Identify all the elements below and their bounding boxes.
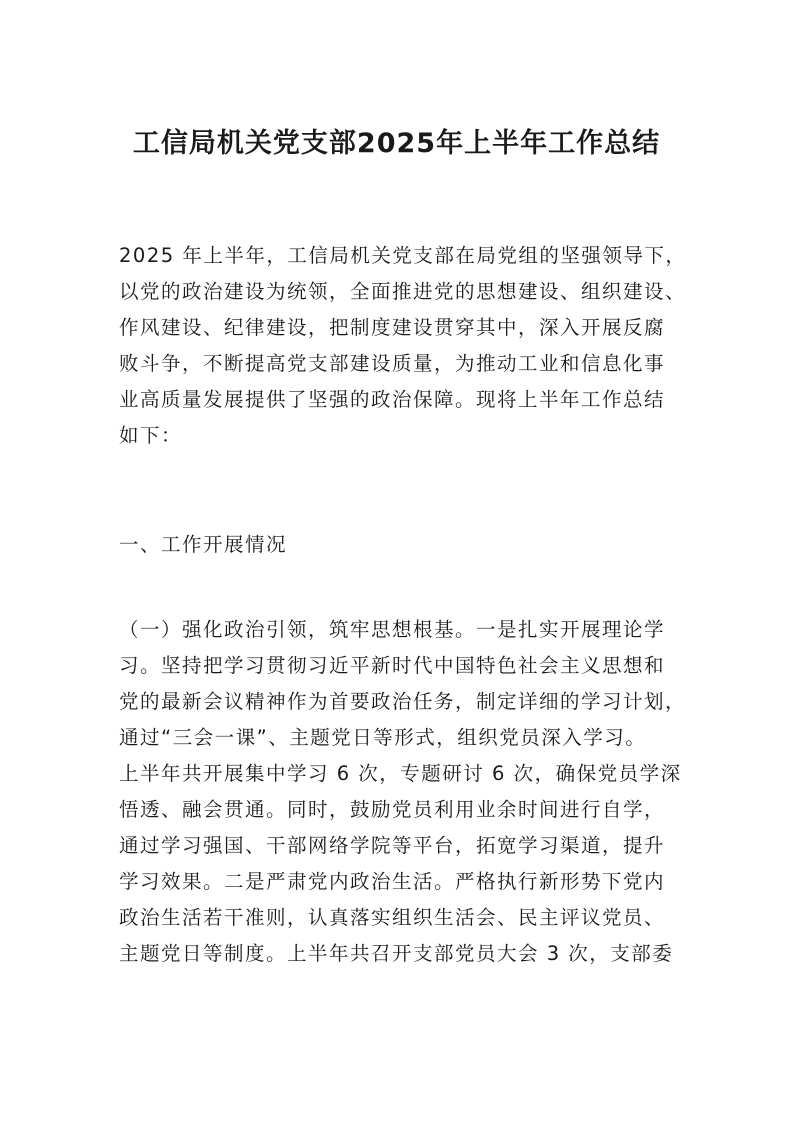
paragraph-line: 以党的政治建设为统领，全面推进党的思想建设、组织建设、 [119, 280, 687, 303]
paragraph-line: 2025 年上半年，工信局机关党支部在局党组的坚强领导下， [119, 244, 687, 267]
paragraph-line: 如下： [119, 424, 183, 447]
paragraph-line: 业高质量发展提供了坚强的政治保障。现将上半年工作总结 [119, 388, 666, 411]
paragraph-line: 学习效果。二是严肃党内政治生活。严格执行新形势下党内 [119, 870, 666, 893]
paragraph-line: 通过学习强国、干部网络学院等平台，拓宽学习渠道，提升 [119, 834, 666, 857]
paragraph-line: 作风建设、纪律建设，把制度建设贯穿其中，深入开展反腐 [119, 316, 666, 339]
paragraph-line: 上半年共开展集中学习 6 次，专题研讨 6 次，确保党员学深 [119, 762, 682, 785]
paragraph-line: 败斗争，不断提高党支部建设质量，为推动工业和信息化事 [119, 352, 666, 375]
paragraph-line: 悟透、融会贯通。同时，鼓励党员利用业余时间进行自学， [119, 798, 666, 821]
paragraph-line: 通过“三会一课”、主题党日等形式，组织党员深入学习。 [119, 726, 647, 749]
paragraph-line: 政治生活若干准则，认真落实组织生活会、民主评议党员、 [119, 906, 666, 929]
paragraph-line: （一）强化政治引领，筑牢思想根基。一是扎实开展理论学 [119, 618, 666, 641]
document-title: 工信局机关党支部2025年上半年工作总结 [132, 128, 661, 159]
paragraph-line: 党的最新会议精神作为首要政治任务，制定详细的学习计划， [119, 690, 687, 713]
paragraph-line: 习。坚持把学习贯彻习近平新时代中国特色社会主义思想和 [119, 654, 666, 677]
section-heading: 一、工作开展情况 [119, 533, 288, 556]
paragraph-line: 主题党日等制度。上半年共召开支部党员大会 3 次，支部委 [119, 942, 674, 965]
